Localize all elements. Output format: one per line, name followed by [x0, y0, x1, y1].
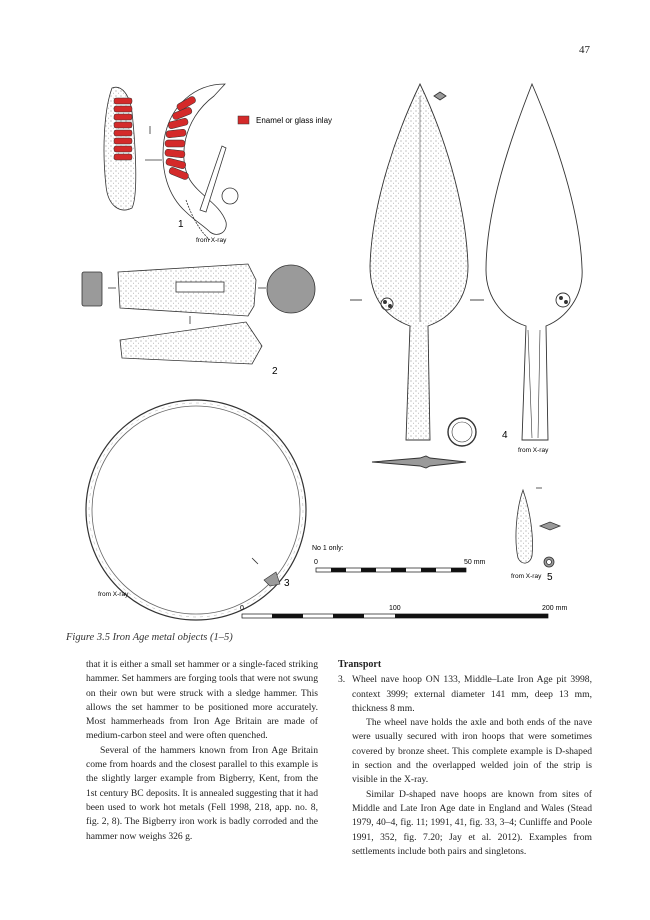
left-column — [86, 658, 318, 844]
entry-number: 3. — [338, 674, 346, 686]
hammer-drawing — [82, 264, 315, 364]
xray-note-1: from X-ray — [196, 237, 227, 244]
figure-caption: Figure 3.5 Iron Age metal objects (1–5) — [66, 632, 233, 643]
entry-text: Wheel nave hoop ON 133, Middle–Late Iron Age pit 3998, context 3999; external diameter 141 mm, deep 13 mm, thickness 8 mm. — [352, 674, 592, 714]
large-scale-end: 200 mm — [542, 605, 568, 612]
spearhead-drawing — [350, 84, 582, 468]
nave-hoop-drawing — [86, 400, 306, 620]
object-number-2: 2 — [272, 366, 278, 377]
small-scale-bar — [312, 545, 486, 572]
large-scale-start: 0 — [240, 605, 244, 612]
xray-note-5: from X-ray — [511, 573, 542, 580]
object-number-5: 5 — [547, 572, 553, 583]
left-paragraph-1: that it is either a small set hammer or a single-faced striking hammer. Set hammers are forging tools that were not swung on their own but were struck with a sledge hammer. This allows the set hammer to be positioned more accurately. Most hammerheads from Iron Age Britain are made of medium-carbon steel and were often quenched. — [86, 659, 318, 742]
legend-swatch — [238, 116, 249, 124]
right-paragraph-1: The wheel nave holds the axle and both ends of the nave were usually secured with iron hoops that were sometimes covered by bronze sheet. This complete example is D-shaped in section and the overlapped welded join of the strip is visible in the X-ray. — [352, 717, 592, 786]
right-column — [338, 658, 592, 859]
left-paragraph-2: Several of the hammers known from Iron Age Britain come from hoards and the closest parallel to this example is the slightly larger example from Bigberry, Kent, from the 1st century BC deposits. It is annealed suggesting that it had been used to work hot metals (Fell 1998, 218, app. no. 8, fig. 2, 8). The Bigberry iron work is badly corroded and the hammer now weighs 326 g. — [86, 744, 318, 842]
pin-drawing — [516, 488, 560, 567]
brooch-drawing — [104, 84, 238, 240]
page-number: 47 — [579, 44, 590, 56]
object-number-3: 3 — [284, 578, 290, 589]
object-number-4: 4 — [502, 430, 508, 441]
large-scale-bar — [240, 605, 567, 618]
small-scale-title: No 1 only: — [312, 545, 344, 552]
right-paragraph-2: Similar D-shaped nave hoops are known from sites of Middle and Late Iron Age date in England and Wales (Stead 1979, 40–4, fig. 11; 1991, 41, fig. 33, 3–4; Cunliffe and Poole 1991, 352, fig. 7.20; Jay et al. 2012). Examples from settlements include both pairs and singletons. — [352, 788, 592, 857]
xray-note-4: from X-ray — [518, 447, 549, 454]
section-heading-transport: Transport — [338, 659, 382, 670]
small-scale-start: 0 — [314, 559, 318, 566]
small-scale-end: 50 mm — [464, 559, 486, 566]
legend-label: Enamel or glass inlay — [256, 116, 333, 125]
xray-note-3: from X-ray — [98, 591, 129, 598]
large-scale-mid: 100 — [389, 605, 401, 612]
object-number-1: 1 — [178, 219, 184, 230]
catalogue-entry-3 — [338, 673, 592, 716]
